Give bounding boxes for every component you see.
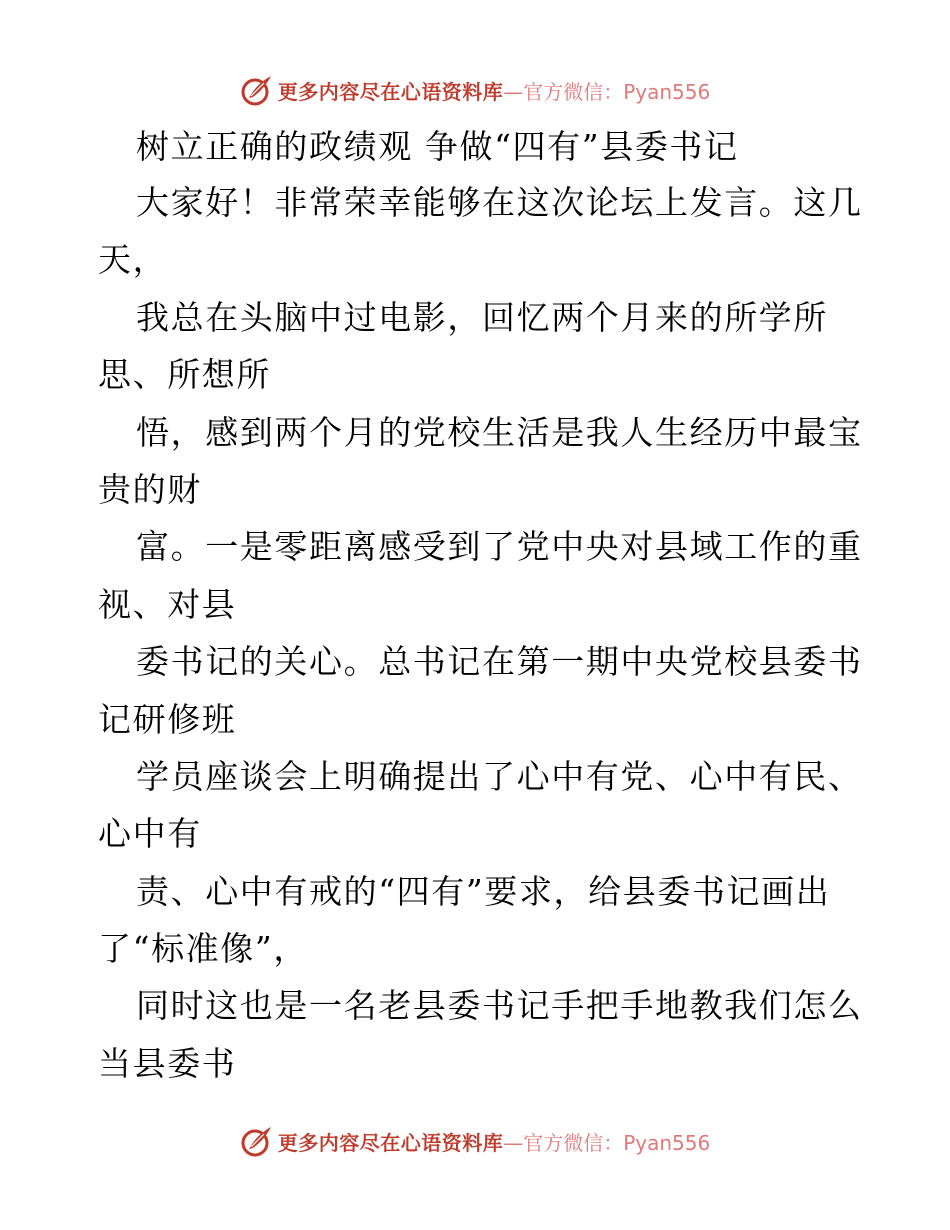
paragraph-line: 同时这也是一名老县委书记手把手地教我们怎么 (136, 986, 863, 1026)
paragraph-line: 富。一是零距离感受到了党中央对县域工作的重 (136, 527, 863, 567)
feather-pen-circle-icon (240, 73, 274, 107)
feather-pen-circle-icon (240, 1124, 274, 1158)
watermark-sub-text: —官方微信：Pyan556 (503, 79, 711, 104)
footer-watermark (0, 1121, 950, 1161)
watermark-sub-text: —官方微信：Pyan556 (503, 1130, 711, 1155)
header-watermark (0, 70, 950, 110)
paragraph-line: 委书记的关心。总书记在第一期中央党校县委书 (136, 642, 863, 682)
watermark-main-text: 更多内容尽在心语资料库 (277, 79, 504, 104)
paragraph-line: 学员座谈会上明确提出了心中有党、心中有民、 (136, 756, 863, 796)
paragraph-line: 贵的财 (98, 469, 202, 509)
paragraph-line: 天， (98, 240, 168, 280)
watermark-main-text: 更多内容尽在心语资料库 (277, 1130, 504, 1155)
paragraph-line: 我总在头脑中过电影，回忆两个月来的所学所 (136, 297, 828, 337)
paragraph-line: 了“标准像”， (98, 929, 308, 969)
paragraph-line: 记研修班 (98, 699, 237, 739)
paragraph-line: 心中有 (98, 814, 202, 854)
document-body (98, 120, 863, 1092)
paragraph-line: 责、心中有戒的“四有”要求，给县委书记画出 (136, 871, 831, 911)
document-title: 树立正确的政绩观 争做“四有”县委书记 (136, 127, 739, 166)
paragraph-line: 大家好！非常荣幸能够在这次论坛上发言。这几 (136, 183, 863, 222)
paragraph-line: 当县委书 (98, 1043, 237, 1083)
paragraph-line: 思、所想所 (98, 355, 271, 395)
paragraph-line: 视、对县 (98, 584, 237, 624)
paragraph-line: 悟，感到两个月的党校生活是我人生经历中最宝 (136, 412, 863, 452)
document-lines (98, 174, 863, 1092)
